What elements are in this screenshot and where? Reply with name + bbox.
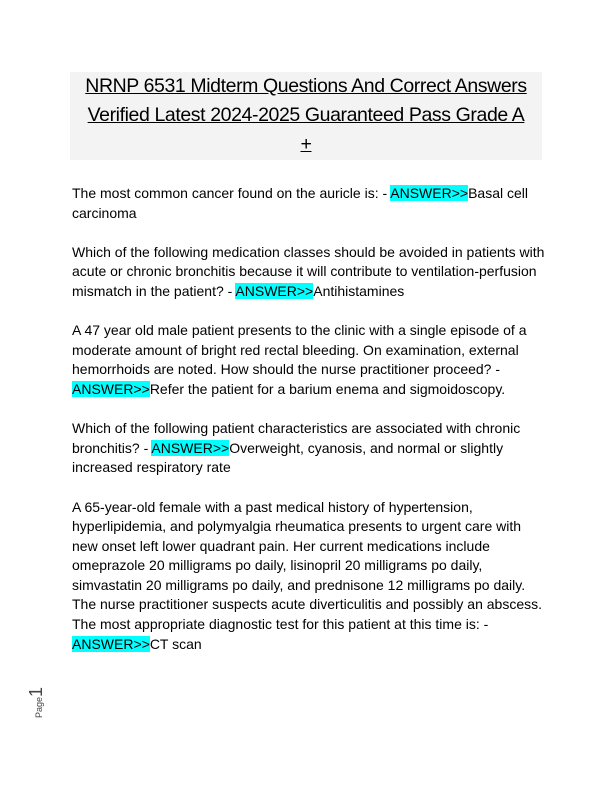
title-line-3: + [300, 133, 312, 155]
answer-marker: ANSWER>> [390, 185, 469, 201]
question-text: The most common cancer found on the auricle is: - [72, 185, 391, 201]
answer-marker: ANSWER>> [72, 635, 150, 652]
answer-marker: ANSWER>> [235, 282, 314, 299]
page-number: 1 [26, 686, 46, 697]
qa-item [72, 184, 550, 223]
page-word: Page [34, 696, 44, 718]
answer-text: Basal cell carcinoma [72, 185, 528, 221]
answer-marker: ANSWER>> [151, 439, 230, 456]
answer-text: Antihistamines [313, 282, 405, 299]
question-text: A 65-year-old female with a past medical history of hypertension, hyperlipidemia, and polymyalgia rheumatica presents to urgent care with new onset left lower quadrant pain. Her current medications include omeprazole 20 milligrams po daily, lisinopril 20 milligrams po daily, simvastatin 20 milligrams po daily, and prednisone 12 milligrams po daily. The nurse practitioner suspects acute diverticulitis and possibly an abscess. The most appropriate diagnostic test for this patient at this time is: - [72, 498, 543, 633]
question-text: Which of the following patient characteristics are associated with chronic bronchitis? - [72, 420, 521, 456]
qa-item [72, 498, 550, 655]
page-number-label [26, 687, 47, 718]
qa-item [72, 321, 550, 399]
title-line-1: NRNP 6531 Midterm Questions And Correct Answers [85, 75, 527, 97]
qa-item [72, 419, 550, 478]
title-line-2: Verified Latest 2024-2025 Guaranteed Pass Grade A [87, 104, 525, 126]
qa-list [72, 184, 550, 674]
answer-text: Refer the patient for a barium enema and sigmoidoscopy. [149, 380, 506, 397]
answer-text: Overweight, cyanosis, and normal or slightly increased respiratory rate [72, 439, 504, 476]
qa-item [72, 243, 550, 302]
question-text: A 47 year old male patient presents to the clinic with a single episode of a moderate amount of bright red rectal bleeding. On examination, external hemorrhoids are noted. How should the nurse practitioner proceed? - [72, 322, 527, 378]
question-text: Which of the following medication classes should be avoided in patients with acute or chronic bronchitis because it will contribute to ventilation-perfusion mismatch in the patient? - [72, 243, 545, 299]
answer-marker: ANSWER>> [72, 380, 150, 397]
answer-text: CT scan [149, 635, 202, 652]
document-title [70, 72, 542, 160]
